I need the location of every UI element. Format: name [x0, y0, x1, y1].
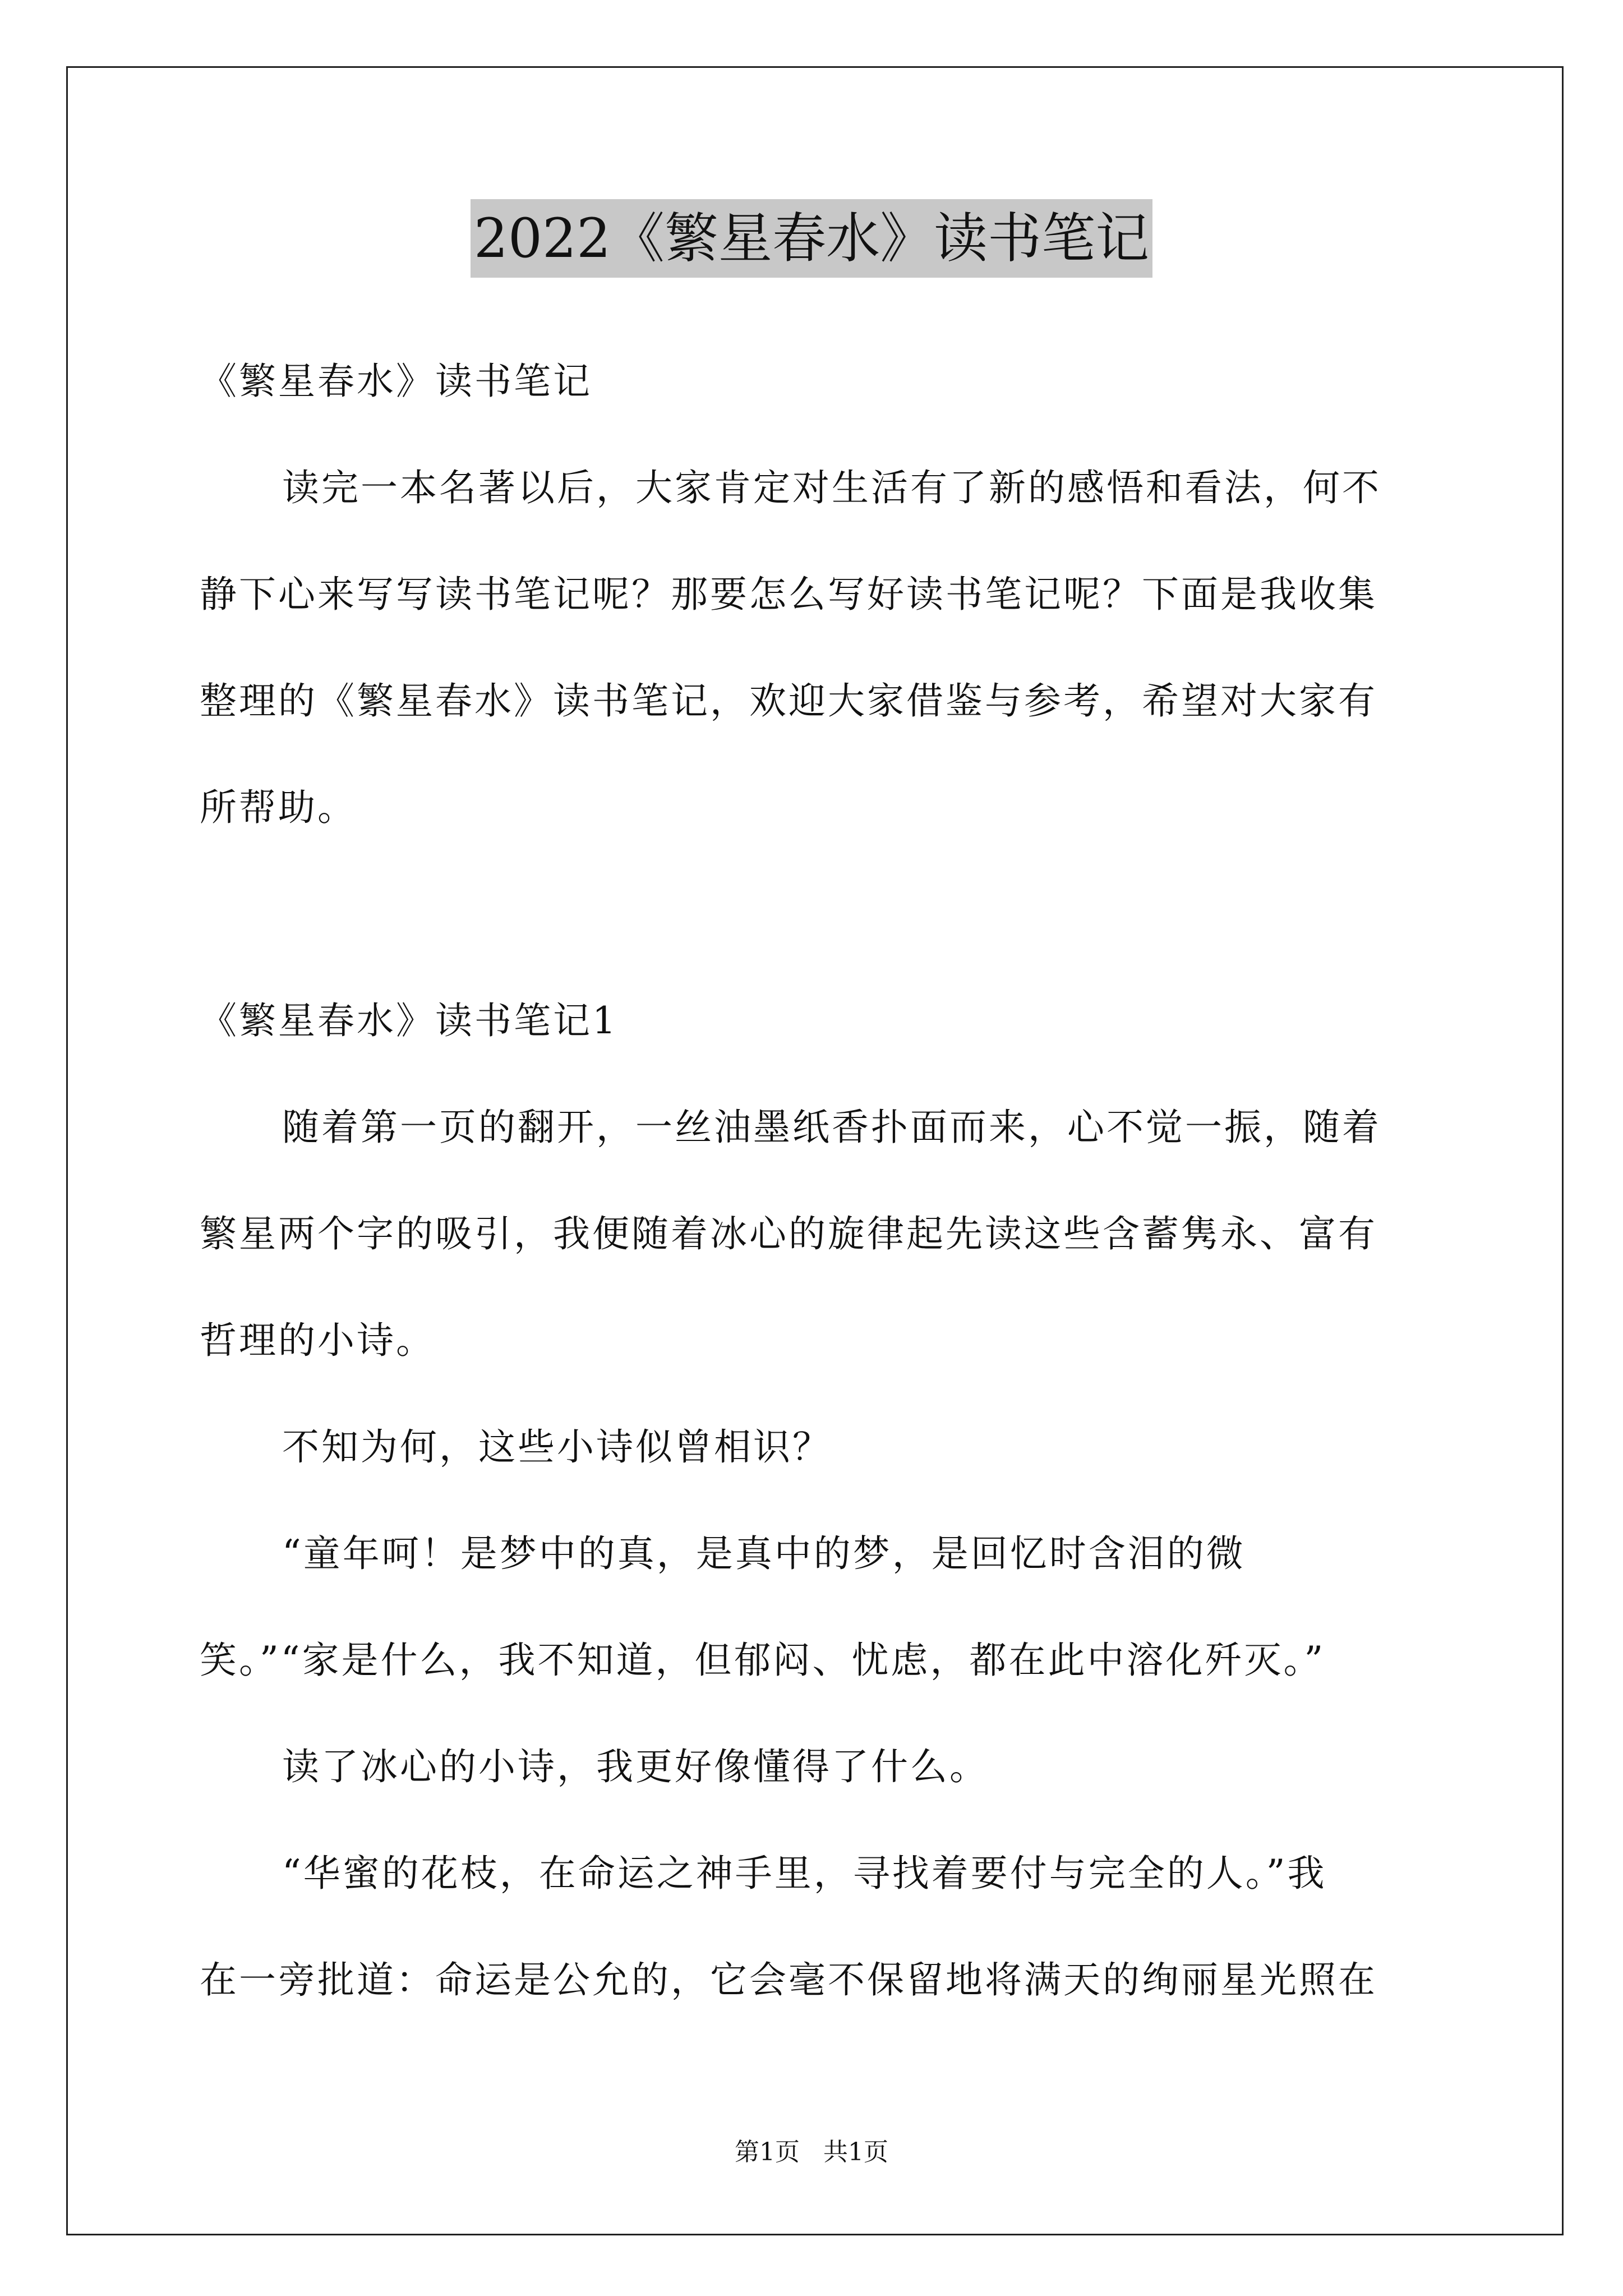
document-title: 2022《繁星春水》读书笔记 [471, 199, 1152, 278]
body-line: 在一旁批道：命运是公允的，它会毫不保留地将满天的绚丽星光照在 [200, 1958, 1377, 2001]
document-subtitle: 《繁星春水》读书笔记 [200, 360, 592, 403]
intro-line: 整理的《繁星春水》读书笔记，欢迎大家借鉴与参考，希望对大家有 [200, 679, 1377, 723]
document-body [200, 348, 1433, 2053]
body-line: 哲理的小诗。 [200, 1319, 435, 1362]
intro-line: 读完一本名著以后，大家肯定对生活有了新的感悟和看法，何不 [282, 466, 1381, 509]
intro-line: 静下心来写写读书笔记呢？那要怎么写好读书笔记呢？下面是我收集 [200, 573, 1377, 616]
quote-line: 笑。”“家是什么，我不知道，但郁闷、忧虑，都在此中溶化歼灭。” [200, 1639, 1326, 1682]
page-footer [0, 2132, 1623, 2168]
body-line: 随着第一页的翻开，一丝油墨纸香扑面而来，心不觉一振，随着 [282, 1106, 1381, 1149]
body-line: 读了冰心的小诗，我更好像懂得了什么。 [282, 1745, 989, 1788]
page-total: 共1页 [823, 2138, 888, 2166]
body-line: 繁星两个字的吸引，我便随着冰心的旋律起先读这些含蓄隽永、富有 [200, 1212, 1377, 1255]
quote-line: “华蜜的花枝，在命运之神手里，寻找着要付与完全的人。”我 [282, 1852, 1327, 1895]
page-number: 第1页 [735, 2138, 800, 2166]
body-line: 不知为何，这些小诗似曾相识？ [282, 1425, 832, 1469]
quote-line: “童年呵！是梦中的真，是真中的梦，是回忆时含泪的微 [282, 1532, 1246, 1575]
title-container [0, 199, 1623, 278]
section-heading: 《繁星春水》读书笔记1 [200, 999, 618, 1042]
intro-line: 所帮助。 [200, 786, 357, 829]
paragraph-gap [200, 881, 1433, 987]
